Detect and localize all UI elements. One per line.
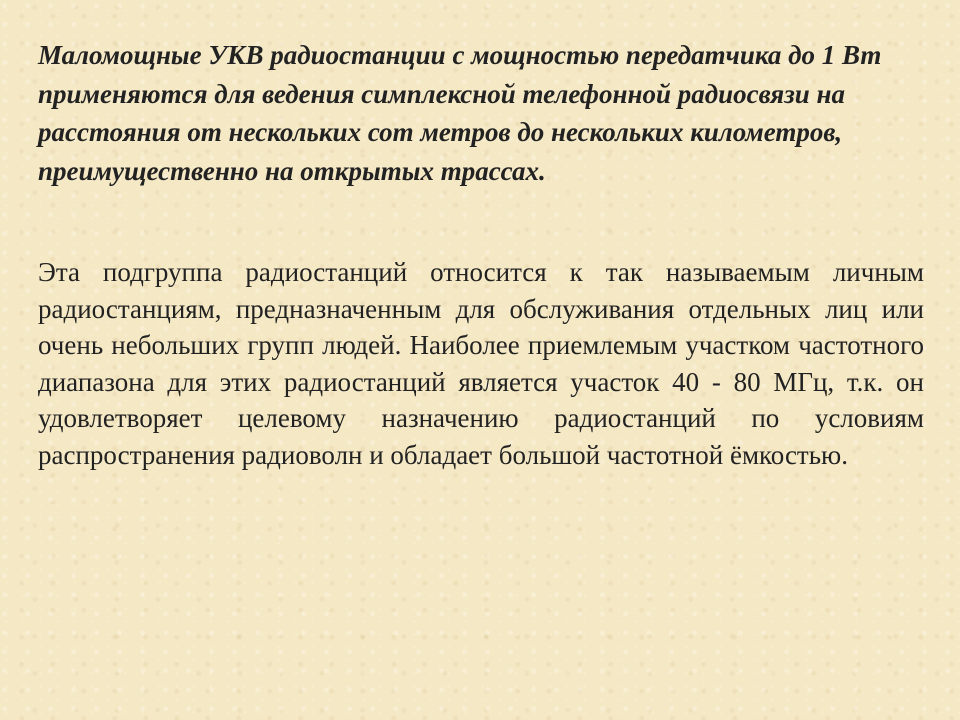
intro-paragraph: Маломощные УКВ радиостанции с мощностью передатчика до 1 Вт применяются для ведения симплексной телефонной радиосвязи на расстояния от нескольких сот метров до нескольких километров, преимущественно на открытых трассах.: [38, 40, 882, 186]
body-paragraph: Эта подгруппа радиостанций относится к так называемым личным радиостанциям, предназначенным для обслуживания отдельных лиц или очень небольших групп людей. Наиболее приемлемым участком частотного диапазона для этих радиостанций является участок 40 - 80 МГц, т.к. он удовлетворяет целевому назначению радиостанций по условиям распространения радиоволн и обладает большой частотной ёмкостью.: [38, 257, 924, 470]
